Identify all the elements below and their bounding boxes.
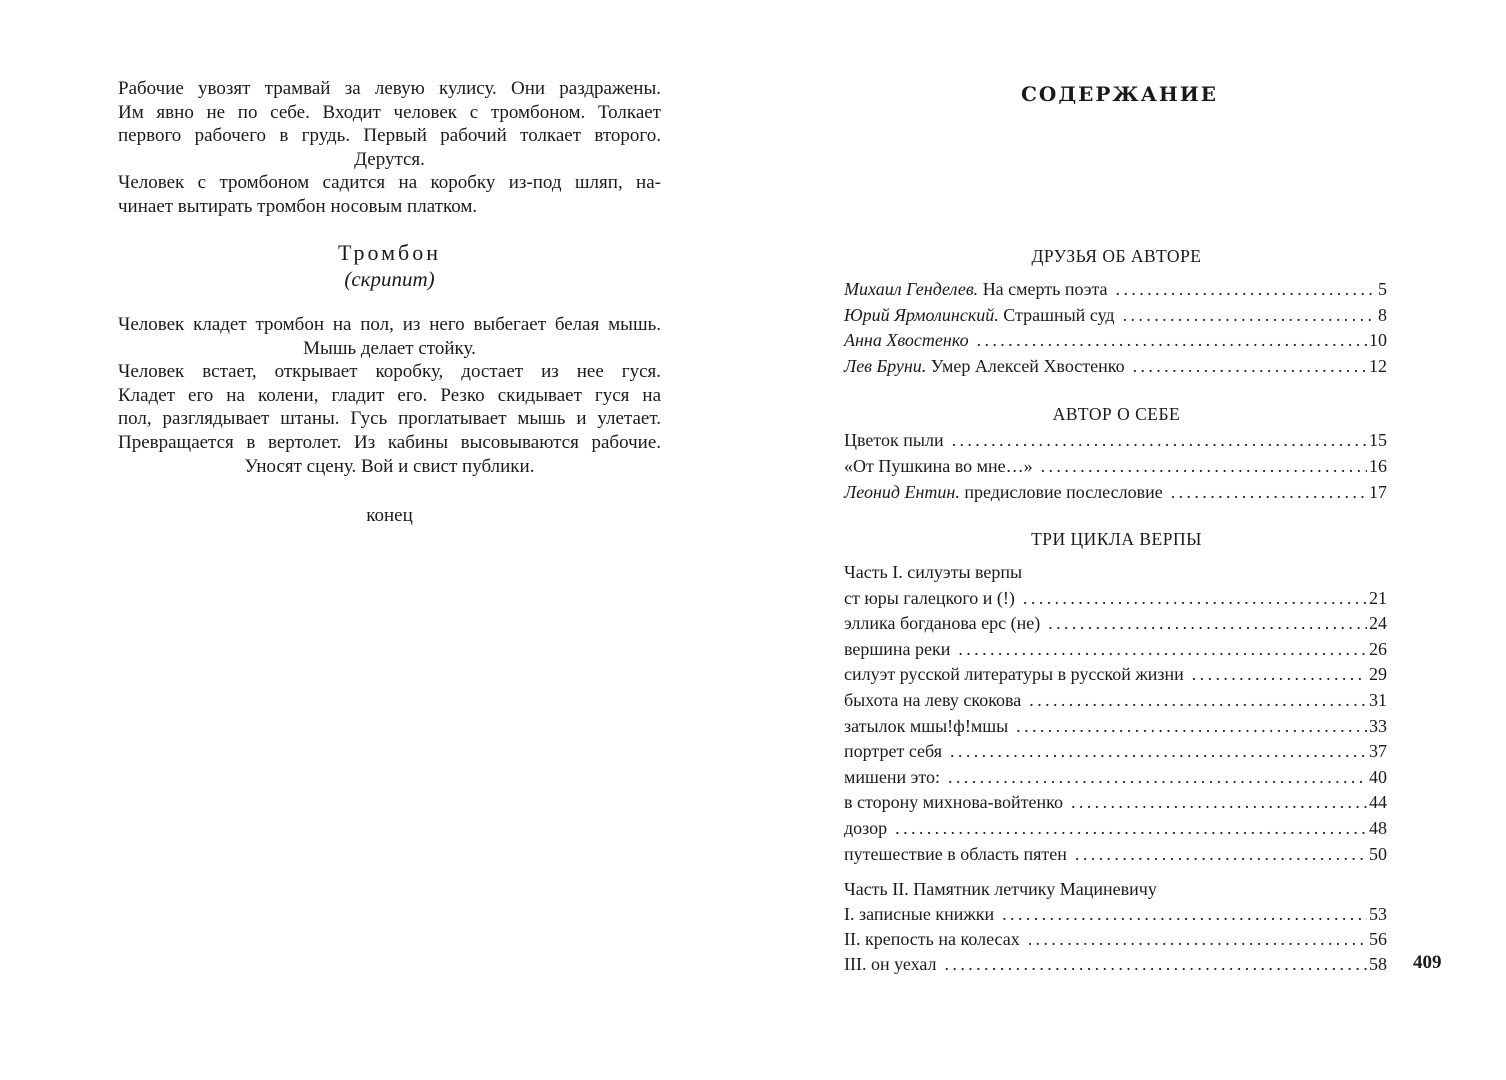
- toc-entry-page: 50: [1369, 844, 1387, 864]
- toc-entry-page: 29: [1369, 664, 1387, 684]
- toc-entry-title: эллика богданова ерс (не): [844, 613, 1041, 633]
- toc-entry-title: ст юры галецкого и (!): [844, 588, 1015, 608]
- toc-entry-page: 26: [1369, 639, 1387, 659]
- toc-entry[interactable]: [844, 901, 1387, 927]
- stage-direction-block-2: [118, 313, 661, 478]
- dot-leader: [1133, 353, 1367, 379]
- text-line: чинает вытирать тромбон носовым платком.: [118, 195, 478, 217]
- toc-entry-title: На смерть поэта: [982, 279, 1108, 299]
- toc-entry-title: Страшный суд: [1003, 305, 1115, 325]
- dot-leader: [895, 815, 1367, 841]
- toc-entry-title: портрет себя: [844, 741, 943, 761]
- dot-leader: [948, 764, 1367, 790]
- section-heading: ТРИ ЦИКЛА ВЕРПЫ: [1031, 529, 1202, 549]
- toc-entry[interactable]: [844, 713, 1387, 739]
- character-remark: (скрипит): [344, 267, 435, 291]
- dot-leader: [977, 327, 1367, 353]
- the-end: конец: [366, 505, 413, 526]
- toc-entry[interactable]: [844, 585, 1387, 611]
- text-line: первого рабочего в грудь. Первый рабочий толкает второго.: [118, 125, 661, 147]
- toc-entry-title: затылок мшы!ф!мшы: [844, 716, 1009, 736]
- toc-entry[interactable]: [844, 327, 1387, 353]
- page-number: 409: [1413, 952, 1442, 973]
- dot-leader: [1029, 687, 1367, 713]
- toc-entry[interactable]: [844, 661, 1387, 687]
- toc-entry-page: 31: [1369, 690, 1387, 710]
- dot-leader: [958, 636, 1367, 662]
- text-line: Человек с тромбоном садится на коробку из-под шляп, на-: [118, 172, 661, 194]
- text-line: Мышь делает стойку.: [303, 337, 476, 359]
- toc-entry-page: 16: [1369, 456, 1387, 476]
- toc-entry[interactable]: [844, 841, 1387, 867]
- toc-entry-author: Анна Хвостенко: [844, 330, 969, 350]
- toc-entry-page: 40: [1369, 767, 1387, 787]
- toc-entry[interactable]: [844, 453, 1387, 479]
- toc-entry-author: Михаил Генделев.: [844, 279, 979, 299]
- text-line: Им явно не по себе. Входит человек с тромбоном. Толкает: [118, 101, 661, 123]
- part-heading: Часть I. силуэты верпы: [844, 562, 1023, 582]
- dot-leader: [952, 427, 1367, 453]
- toc-entry-title: предисловие послесловие: [964, 482, 1163, 502]
- toc-entry[interactable]: [844, 636, 1387, 662]
- dot-leader: [1016, 713, 1367, 739]
- toc-entry-title: Умер Алексей Хвостенко: [930, 356, 1125, 376]
- dot-leader: [1071, 789, 1367, 815]
- toc-entry-page: 10: [1369, 330, 1387, 350]
- toc-entry-title: «От Пушкина во мне…»: [844, 456, 1033, 476]
- text-line: Кладет его на колени, гладит его. Резко скидывает гуся на: [118, 384, 661, 406]
- toc-entry-page: 8: [1378, 305, 1387, 325]
- dot-leader: [945, 951, 1367, 977]
- toc-entry-title: силуэт русской литературы в русской жизни: [844, 664, 1184, 684]
- text-line: Уносят сцену. Вой и свист публики.: [244, 455, 535, 477]
- toc-entry-author: Юрий Ярмолинский.: [844, 305, 999, 325]
- toc-entry[interactable]: [844, 738, 1387, 764]
- toc-entry-page: 37: [1369, 741, 1387, 761]
- dot-leader: [1075, 841, 1367, 867]
- stage-direction-block-1: [118, 77, 661, 219]
- toc-entry-title: в сторону михнова-войтенко: [844, 792, 1063, 812]
- toc-entry-title: II. крепость на колесах: [844, 929, 1020, 949]
- dot-leader: [1048, 610, 1367, 636]
- text-line: пол, разглядывает штаны. Гусь проглатывает мышь и улетает.: [118, 408, 661, 430]
- toc-entry-page: 17: [1369, 482, 1387, 502]
- text-line: Человек встает, открывает коробку, достает из нее гуся.: [118, 361, 661, 383]
- toc-entry[interactable]: [844, 926, 1387, 952]
- text-line: Дерутся.: [354, 148, 425, 170]
- toc-entry-title: быхота на леву скокова: [844, 690, 1022, 710]
- toc-entry-page: 21: [1369, 588, 1387, 608]
- toc-entry[interactable]: [844, 427, 1387, 453]
- toc-entry[interactable]: [844, 764, 1387, 790]
- dot-leader: [1023, 585, 1367, 611]
- toc-entry-page: 58: [1369, 954, 1387, 974]
- toc-entry-title: дозор: [844, 818, 888, 838]
- toc-entry[interactable]: [844, 687, 1387, 713]
- toc-entry-page: 15: [1369, 430, 1387, 450]
- toc-entry-page: 48: [1369, 818, 1387, 838]
- toc-entry-author: Леонид Ентин.: [844, 482, 960, 502]
- dot-leader: [1028, 926, 1367, 952]
- toc-entry-page: 33: [1369, 716, 1387, 736]
- toc-entry-page: 5: [1378, 279, 1387, 299]
- toc-entry-page: 56: [1369, 929, 1387, 949]
- toc-entry-page: 12: [1369, 356, 1387, 376]
- character-heading: [118, 240, 661, 292]
- toc-entry-page: 53: [1369, 904, 1387, 924]
- dot-leader: [1192, 661, 1367, 687]
- toc-entry-title: I. записные книжки: [844, 904, 995, 924]
- toc-entry[interactable]: [844, 276, 1387, 302]
- section-heading: АВТОР О СЕБЕ: [1052, 404, 1181, 424]
- part-heading: Часть II. Памятник летчику Мациневичу: [844, 879, 1157, 899]
- toc-entry-page: 44: [1369, 792, 1387, 812]
- toc-entry[interactable]: [844, 789, 1387, 815]
- toc-entry[interactable]: [844, 815, 1387, 841]
- toc-entry[interactable]: [844, 353, 1387, 379]
- toc-entry-title: Цветок пыли: [844, 430, 944, 450]
- toc-entry-title: мишени это:: [844, 767, 940, 787]
- right-page: [753, 0, 1506, 1080]
- toc-entry-title: III. он уехал: [844, 954, 937, 974]
- toc-entry[interactable]: [844, 479, 1387, 505]
- dot-leader: [1123, 302, 1376, 328]
- text-line: Рабочие увозят трамвай за левую кулису. Они раздражены.: [118, 78, 661, 99]
- text-line: Человек кладет тромбон на пол, из него выбегает белая мышь.: [118, 314, 661, 335]
- character-name: Тромбон: [337, 240, 442, 265]
- toc-entry-author: Лев Бруни.: [844, 356, 927, 376]
- dot-leader: [950, 738, 1367, 764]
- section-heading: ДРУЗЬЯ ОБ АВТОРЕ: [1031, 246, 1202, 266]
- dot-leader: [1041, 453, 1367, 479]
- toc-entry-title: вершина реки: [844, 639, 951, 659]
- toc-entry[interactable]: [844, 951, 1387, 977]
- toc-entry-page: 24: [1369, 613, 1387, 633]
- dot-leader: [1002, 901, 1367, 927]
- toc-entry[interactable]: [844, 610, 1387, 636]
- toc-title: СОДЕРЖАНИЕ: [1021, 82, 1218, 106]
- dot-leader: [1116, 276, 1376, 302]
- text-line: Превращается в вертолет. Из кабины высовываются рабочие.: [118, 431, 661, 453]
- dot-leader: [1171, 479, 1367, 505]
- toc-entry-title: путешествие в область пятен: [844, 844, 1067, 864]
- toc-entry[interactable]: [844, 302, 1387, 328]
